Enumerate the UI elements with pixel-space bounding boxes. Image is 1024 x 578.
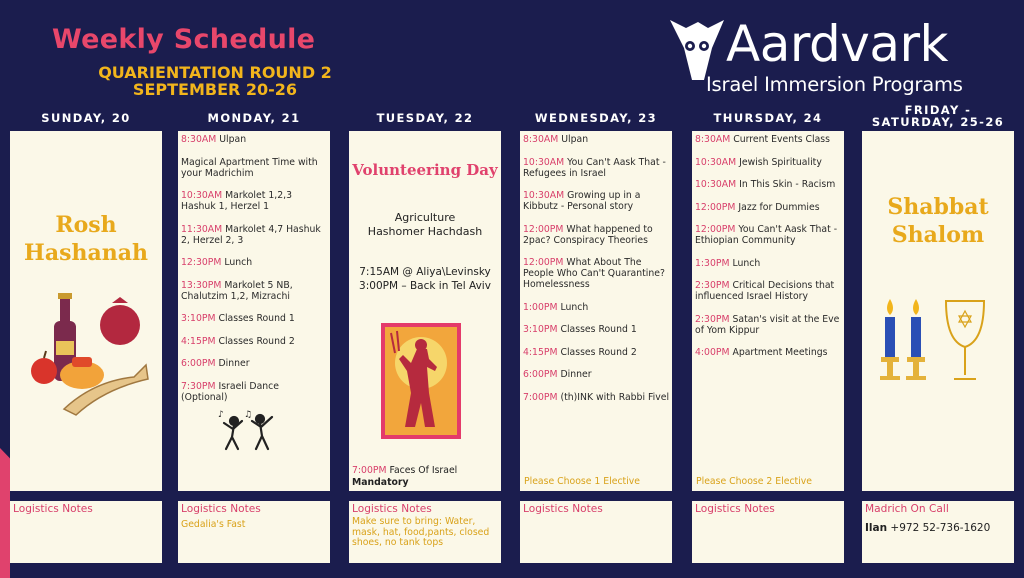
day-header-sunday: SUNDAY, 20 — [41, 111, 131, 125]
schedule-event — [695, 134, 842, 145]
event-title: Classes Round 2 — [215, 335, 295, 347]
tuesday-notes-card — [349, 501, 501, 563]
day-header-thursday: THURSDAY, 24 — [713, 111, 823, 125]
event-time: 13:30PM — [181, 279, 222, 291]
schedule-event — [181, 257, 328, 268]
decorative-accent-bar — [0, 448, 10, 578]
event-time: 6:00PM — [523, 369, 558, 380]
logo-wordmark: Aardvark — [726, 15, 949, 73]
friday-headline: Shabbat Shalom — [887, 194, 989, 248]
monday-card — [178, 131, 330, 491]
page-title: Weekly Schedule — [52, 24, 316, 55]
friday-notes-card — [862, 501, 1014, 563]
event-time: 12:00PM — [523, 257, 564, 268]
monday-notes-card — [178, 501, 330, 563]
event-time: 8:30AM — [523, 134, 559, 145]
event-time: 11:30AM — [181, 223, 223, 235]
event-title: What About The People Who Can't Quarantine? Homelessness — [523, 257, 665, 290]
schedule-event — [523, 302, 670, 313]
dancing-people-icon — [216, 409, 280, 453]
event-title: You Can't Aask That - Ethiopian Community — [695, 224, 838, 246]
event-title: Jewish Spirituality — [736, 156, 822, 168]
event-title: In This Skin - Racism — [736, 179, 836, 190]
event-title: (th)INK with Rabbi Fivel — [557, 391, 670, 403]
day-header-monday: MONDAY, 21 — [207, 111, 301, 125]
event-time: 3:10PM — [181, 313, 216, 324]
schedule-event — [523, 157, 670, 179]
schedule-event — [181, 381, 328, 403]
event-title: Lunch — [729, 257, 761, 269]
schedule-event — [695, 280, 842, 302]
schedule-event — [181, 358, 328, 369]
schedule-event — [181, 280, 328, 302]
schedule-event — [523, 190, 670, 212]
thursday-notes-label: Logistics Notes — [695, 503, 775, 515]
schedule-event — [695, 224, 842, 246]
event-title: Dinner — [215, 358, 250, 369]
thursday-card — [692, 131, 844, 491]
svg-text:♪: ♪ — [218, 410, 224, 420]
event-time: 1:00PM — [523, 301, 558, 313]
event-title: Satan's visit at the Eve of Yom Kippur — [695, 313, 840, 336]
schedule-event — [523, 392, 670, 403]
monday-notes-text: Gedalia's Fast — [181, 519, 246, 530]
event-time: 8:30AM — [181, 134, 217, 145]
event-time: 10:30AM — [523, 156, 565, 168]
event-time: 10:30AM — [523, 190, 565, 201]
event-time: 8:30AM — [695, 134, 731, 145]
oncall-label: Madrich On Call — [865, 503, 949, 515]
tuesday-depart: 7:15AM @ Aliya\Levinsky — [359, 266, 491, 278]
event-title: Growing up in a Kibbutz - Personal story — [523, 190, 641, 212]
event-time: 12:00PM — [523, 223, 564, 235]
tuesday-card — [349, 131, 501, 491]
event-title: Ulpan — [558, 134, 589, 145]
tuesday-notes-label: Logistics Notes — [352, 503, 432, 515]
tuesday-place-1: Agriculture — [394, 211, 456, 224]
tuesday-notes-text: Make sure to bring: Water, mask, hat, food,pants, closed shoes, no tank tops — [352, 516, 490, 548]
oncall-name: Ilan — [865, 522, 888, 534]
tuesday-evening-text: Faces Of Israel — [386, 465, 458, 476]
schedule-event — [695, 202, 842, 213]
oncall-contact — [865, 522, 1011, 534]
event-title: Markolet 4,7 Hashuk 2, Herzel 2, 3 — [181, 223, 321, 246]
subtitle-line-1: QUARIENTATION ROUND 2 — [98, 63, 332, 82]
wednesday-notes-label: Logistics Notes — [523, 503, 603, 515]
schedule-event — [523, 347, 670, 358]
schedule-event — [181, 134, 328, 145]
event-title: Critical Decisions that influenced Israel History — [695, 280, 835, 302]
event-title: Apartment Meetings — [729, 347, 828, 358]
event-time: 6:00PM — [181, 358, 216, 369]
schedule-event — [181, 224, 328, 246]
monday-notes-label: Logistics Notes — [181, 503, 261, 515]
event-title: Magical Apartment Time with your Madrichim — [181, 156, 318, 179]
schedule-event — [523, 324, 670, 335]
event-time: 2:30PM — [695, 313, 730, 325]
day-header-wednesday: WEDNESDAY, 23 — [534, 111, 658, 125]
subtitle-line-2: SEPTEMBER 20-26 — [132, 80, 298, 99]
schedule-event — [695, 347, 842, 358]
tuesday-mandatory: Mandatory — [352, 477, 409, 488]
day-header-tuesday: TUESDAY, 22 — [376, 111, 474, 125]
schedule-event — [523, 369, 670, 380]
event-time: 10:30AM — [695, 179, 737, 190]
sunday-card — [10, 131, 162, 491]
volunteer-poster-icon — [381, 323, 461, 439]
wednesday-card — [520, 131, 672, 491]
rosh-hashanah-illustration-icon — [24, 281, 154, 421]
event-title: Dinner — [557, 369, 592, 380]
schedule-event — [695, 157, 842, 168]
event-time: 12:30PM — [181, 257, 222, 268]
thursday-elective-note: Please Choose 2 Elective — [696, 476, 813, 487]
event-time: 4:15PM — [523, 346, 558, 358]
event-time: 10:30AM — [181, 190, 223, 201]
tuesday-evening-event — [352, 465, 457, 489]
event-time: 2:30PM — [695, 280, 730, 291]
thursday-event-list — [692, 131, 844, 358]
shabbat-candles-icon — [876, 297, 1006, 387]
event-title: Classes Round 2 — [557, 346, 637, 358]
event-time: 4:15PM — [181, 335, 216, 347]
event-title: What happened to 2pac? Conspiracy Theories — [523, 223, 653, 246]
svg-text:♫: ♫ — [244, 410, 253, 420]
event-time: 7:30PM — [181, 380, 216, 392]
event-title: Ulpan — [216, 134, 247, 145]
wednesday-event-list — [520, 131, 672, 403]
tuesday-evening-time: 7:00PM — [352, 465, 387, 476]
event-title: Lunch — [221, 257, 253, 268]
wednesday-notes-card — [520, 501, 672, 563]
event-time: 7:00PM — [523, 391, 558, 403]
schedule-event — [523, 134, 670, 145]
schedule-event — [695, 314, 842, 336]
thursday-notes-card — [692, 501, 844, 563]
page-subtitle — [50, 64, 380, 98]
event-time: 3:10PM — [523, 324, 558, 335]
event-title: Classes Round 1 — [215, 313, 295, 324]
event-title: Current Events Class — [730, 134, 830, 145]
sunday-notes-label: Logistics Notes — [13, 503, 93, 515]
schedule-event — [181, 157, 328, 179]
oncall-phone: +972 52-736-1620 — [887, 522, 991, 534]
event-time: 10:30AM — [695, 156, 737, 168]
event-time: 12:00PM — [695, 201, 736, 213]
day-header-friday-saturday: FRIDAY - SATURDAY, 25-26 — [871, 103, 1005, 129]
friday-card — [862, 131, 1014, 491]
event-time: 1:30PM — [695, 257, 730, 269]
event-title: You Can't Aask That - Refugees in Israel — [523, 156, 666, 179]
event-title: Jazz for Dummies — [735, 201, 820, 213]
event-title: Markolet 1,2,3 Hashuk 1, Herzel 1 — [181, 190, 292, 212]
schedule-event — [181, 336, 328, 347]
schedule-event — [695, 179, 842, 190]
monday-event-list — [178, 131, 330, 403]
tuesday-headline: Volunteering Day — [352, 161, 498, 179]
tuesday-location — [349, 211, 501, 239]
event-title: Lunch — [557, 301, 589, 313]
event-time: 12:00PM — [695, 224, 736, 235]
event-time: 4:00PM — [695, 347, 730, 358]
wednesday-elective-note: Please Choose 1 Elective — [524, 476, 641, 487]
tuesday-return: 3:00PM – Back in Tel Aviv — [359, 280, 491, 292]
tuesday-place-2: Hashomer Hachdash — [367, 225, 483, 238]
tuesday-times — [349, 265, 501, 293]
sunday-headline: Rosh Hashanah — [24, 212, 148, 266]
schedule-event — [523, 224, 670, 246]
schedule-event — [181, 190, 328, 212]
sunday-notes-card — [10, 501, 162, 563]
event-title: Markolet 5 NB, Chalutzim 1,2, Mizrachi — [181, 279, 293, 302]
schedule-event — [523, 257, 670, 290]
logo-tagline: Israel Immersion Programs — [706, 73, 963, 96]
schedule-event — [181, 313, 328, 324]
aardvark-logo — [668, 14, 1008, 100]
schedule-event — [695, 258, 842, 269]
event-title: Israeli Dance (Optional) — [181, 380, 279, 403]
event-title: Classes Round 1 — [557, 324, 637, 335]
